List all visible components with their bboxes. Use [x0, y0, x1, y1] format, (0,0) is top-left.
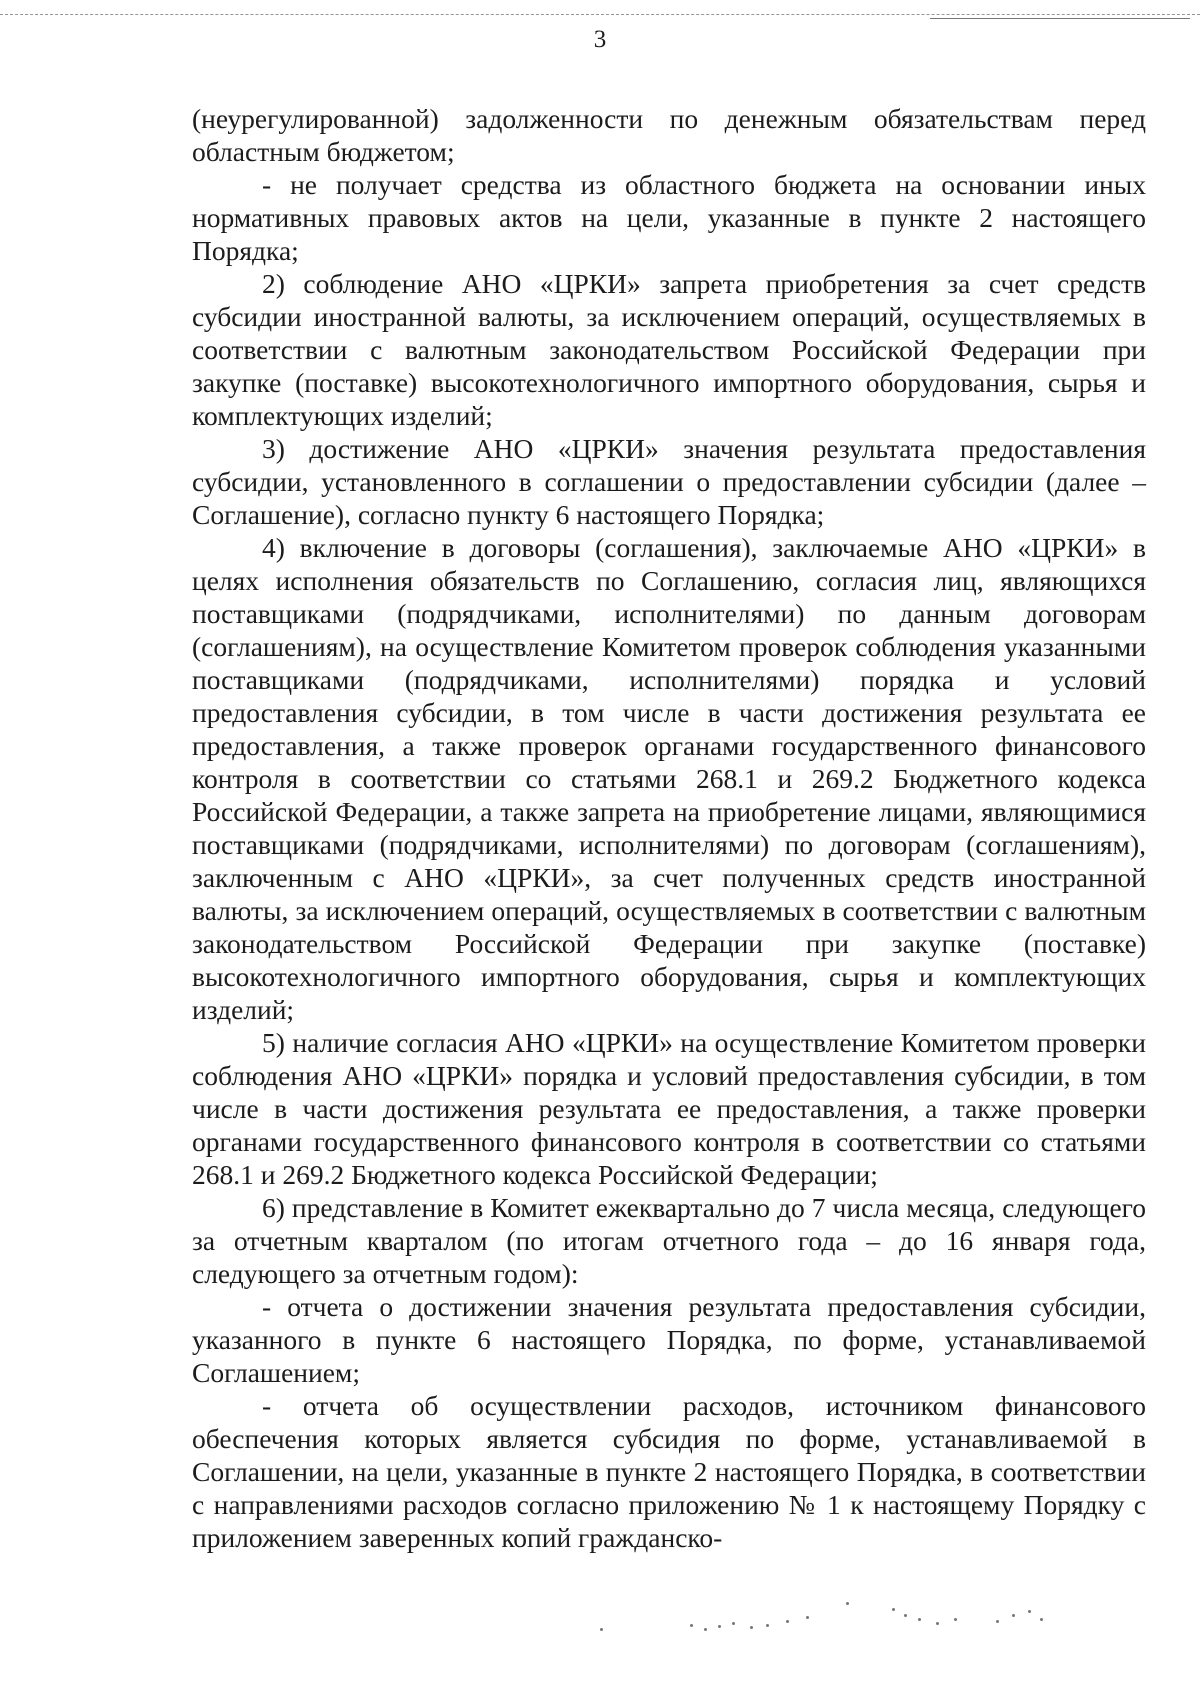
paragraph-item-3: 3) достижение АНО «ЦРКИ» значения результата предоставления субсидии, установленного в соглашении о предоставлении субсидии (далее – Соглашение), согласно пункту 6 настоящего Порядка; [192, 433, 1146, 530]
paragraph-report-result: - отчета о достижении значения результата предоставления субсидии, указанного в пункте 6 настоящего Порядка, по форме, устанавливаемой Соглашением; [192, 1291, 1146, 1388]
paragraph-other-funds: - не получает средства из областного бюджета на основании иных нормативных правовых актов на цели, указанные в пункте 2 настоящего Порядка; [192, 169, 1146, 266]
paragraph-debt-continuation: (неурегулированной) задолженности по денежным обязательствам перед областным бюджетом; [192, 103, 1146, 167]
scan-noise-marks [600, 1598, 1060, 1648]
paragraph-report-expenses: - отчета об осуществлении расходов, источником финансового обеспечения которых является субсидия по форме, устанавливаемой в Соглашении, на цели, указанные в пункте 2 настоящего Порядка, в соответствии с направлениями расходов согласно приложению № 1 к настоящему Порядку с приложением заверенных копий гражданско- [192, 1390, 1146, 1553]
paragraph-item-6: 6) представление в Комитет ежеквартально до 7 числа месяца, следующего за отчетным кварталом (по итогам отчетного года – до 16 января года, следующего за отчетным годом): [192, 1192, 1146, 1289]
paragraph-item-4: 4) включение в договоры (соглашения), заключаемые АНО «ЦРКИ» в целях исполнения обязательств по Соглашению, согласия лиц, являющихся поставщиками (подрядчиками, исполнителями) по данным договорам (соглашениям), на осуществление Комитетом проверок соблюдения указанными поставщиками (подрядчиками, исполнителями) порядка и условий предоставления субсидии, в том числе в части достижения результата ее предоставления, а также проверок органами государственного финансового контроля в соответствии со статьями 268.1 и 269.2 Бюджетного кодекса Российской Федерации, а также запрета на приобретение лицами, являющимися поставщиками (подрядчиками, исполнителями) по договорам (соглашениям), заключенным с АНО «ЦРКИ», за счет полученных средств иностранной валюты, за исключением операций, осуществляемых в соответствии с валютным законодательством Российской Федерации при закупке (поставке) высокотехнологичного импортного оборудования, сырья и комплектующих изделий; [192, 532, 1146, 1025]
paragraph-item-2: 2) соблюдение АНО «ЦРКИ» запрета приобретения за счет средств субсидии иностранной валюты, за исключением операций, осуществляемых в соответствии с валютным законодательством Российской Федерации при закупке (поставке) высокотехнологичного импортного оборудования, сырья и комплектующих изделий; [192, 268, 1146, 431]
scan-edge-line-right [930, 18, 1190, 25]
page-number: 3 [593, 26, 607, 53]
document-body [192, 102, 1146, 1554]
paragraph-item-5: 5) наличие согласия АНО «ЦРКИ» на осуществление Комитетом проверки соблюдения АНО «ЦРКИ» порядка и условий предоставления субсидии, в том числе в части достижения результата ее предоставления, а также проверки органами государственного финансового контроля в соответствии со статьями 268.1 и 269.2 Бюджетного кодекса Российской Федерации; [192, 1027, 1146, 1190]
